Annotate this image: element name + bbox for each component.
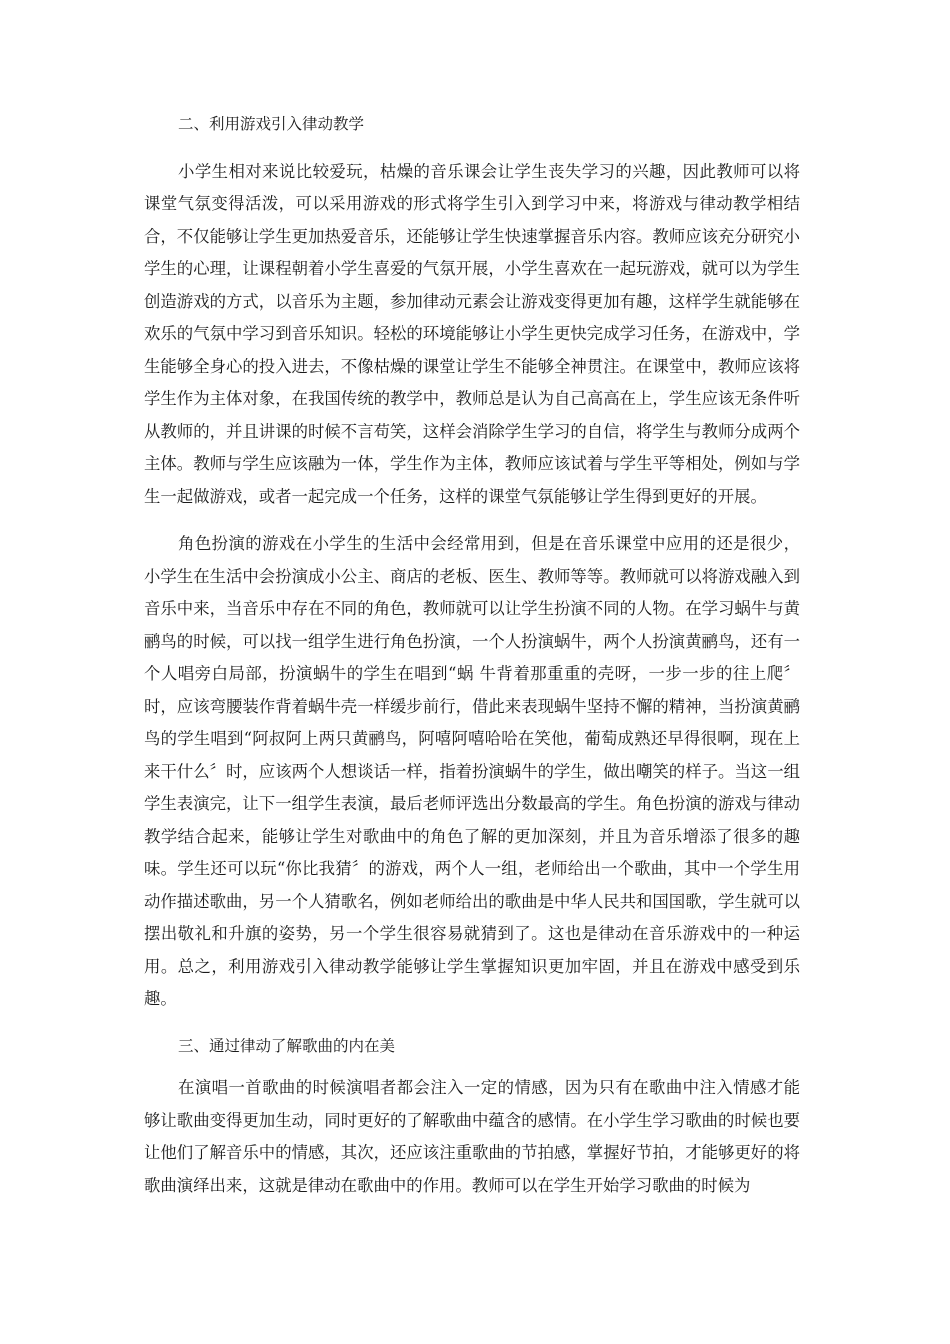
paragraph: 角色扮演的游戏在小学生的生活中会经常用到，但是在音乐课堂中应用的还是很少，小学生在生活中会扮演成小公主、商店的老板、医生、教师等等。教师就可以将游戏融入到音乐中来，当音乐中存在不同的角色，教师就可以让学生扮演不同的人物。在学习蜗牛与黄鹂鸟的时候，可以找一组学生进行角色扮演，一个人扮演蜗牛，两个人扮演黄鹂鸟，还有一个人唱旁白局部，扮演蜗牛的学生在唱到“蜗 牛背着那重重的壳呀，一步一步的往上爬〞时，应该弯腰装作背着蜗牛壳一样缓步前行，借此来表现蜗牛坚持不懈的精神，当扮演黄鹂鸟的学生唱到“阿叔阿上两只黄鹂鸟，阿嘻阿嘻哈哈在笑他，葡萄成熟还早得很啊，现在上来干什么〞时，应该两个人想谈话一样，指着扮演蜗牛的学生，做出嘲笑的样子。当这一组学生表演完，让下一组学生表演，最后老师评选出分数最高的学生。角色扮演的游戏与律动教学结合起来，能够让学生对歌曲中的角色了解的更加深刻，并且为音乐增添了很多的趣味。学生还可以玩“你比我猜〞的游戏，两个人一组，老师给出一个歌曲，其中一个学生用动作描述歌曲，另一个人猜歌名，例如老师给出的歌曲是中华人民共和国国歌，学生就可以摆出敬礼和升旗的姿势，另一个学生很容易就猜到了。这也是律动在音乐游戏中的一种运用。总之，利用游戏引入律动教学能够让学生掌握知识更加牢固，并且在游戏中感受到乐趣。 — [144, 534, 800, 1008]
section-heading: 三、通过律动了解歌曲的内在美 — [178, 1036, 396, 1055]
section-heading: 二、利用游戏引入律动教学 — [178, 115, 365, 133]
paragraph: 小学生相对来说比较爱玩，枯燥的音乐课会让学生丧失学习的兴趣，因此教师可以将课堂气氛变得活泼，可以采用游戏的形式将学生引入到学习中来，将游戏与律动教学相结合，不仅能够让学生更加热爱音乐，还能够让学生快速掌握音乐内容。教师应该充分研究小学生的心理，让课程朝着小学生喜爱的气氛开展，小学生喜欢在一起玩游戏，就可以为学生创造游戏的方式，以音乐为主题，参加律动元素会让游戏变得更加有趣，这样学生就能够在欢乐的气氛中学习到音乐知识。轻松的环境能够让小学生更快完成学习任务，在游戏中，学生能够全身心的投入进去，不像枯燥的课堂让学生不能够全神贯注。在课堂中，教师应该将学生作为主体对象，在我国传统的教学中，教师总是认为自己高高在上，学生应该无条件听从教师的，并且讲课的时候不言苟笑，这样会消除学生学习的自信，将学生与教师分成两个主体。教师与学生应该融为一体，学生作为主体，教师应该试着与学生平等相处，例如与学生一起做游戏，或者一起完成一个任务，这样的课堂气氛能够让学生得到更好的开展。 — [144, 161, 800, 506]
paragraph: 在演唱一首歌曲的时候演唱者都会注入一定的情感，因为只有在歌曲中注入情感才能够让歌曲变得更加生动，同时更好的了解歌曲中蕴含的感情。在小学生学习歌曲的时候也要让他们了解音乐中的情感，其次，还应该注重歌曲的节拍感，掌握好节拍，才能够更好的将歌曲演绎出来，这就是律动在歌曲中的作用。教师可以在学生开始学习歌曲的时候为 — [144, 1078, 800, 1195]
document-page — [144, 108, 800, 1202]
